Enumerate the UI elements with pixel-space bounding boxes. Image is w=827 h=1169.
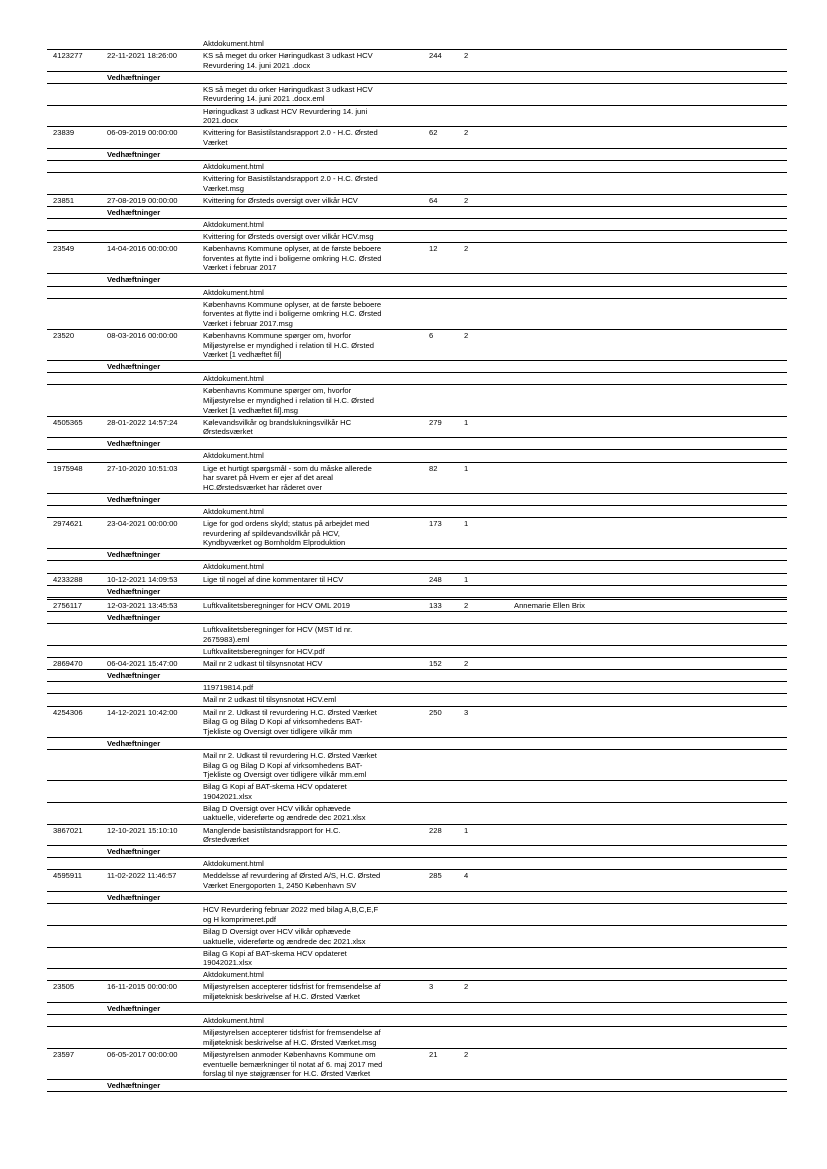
record-attachment-count: 1 <box>464 825 469 835</box>
attachments-label: Vedhæftninger <box>107 550 161 560</box>
empty-cell <box>104 598 203 600</box>
empty-cell <box>47 598 104 600</box>
record-row <box>47 243 787 274</box>
record-date: 06-05-2017 00:00:00 <box>107 1049 178 1059</box>
record-page-count: 133 <box>429 601 442 611</box>
attachment-row <box>47 287 787 299</box>
empty-cell <box>104 803 203 824</box>
record-id: 2974621 <box>53 519 83 529</box>
attachment-row <box>47 969 787 981</box>
attachment-filename <box>203 598 429 600</box>
record-attachment-count: 2 <box>464 330 469 340</box>
attachment-filename: Københavns Kommune oplyser, at de første beboere forventes at flytte ind i boligerne omkring H.C. Ørsted Værket i februar 2017.msg <box>203 299 382 328</box>
record-title: Københavns Kommune spørger om, hvorfor Miljøstyrelse er myndighed i relation til H.C. Ørsted Værket [1 vedhæftet fil] <box>203 330 374 360</box>
empty-cell <box>47 624 104 645</box>
empty-cell <box>104 561 203 572</box>
attachment-filename: Aktdokument.html <box>203 859 264 869</box>
record-page-count: 250 <box>429 707 442 717</box>
record-date: 10-12-2021 14:09:53 <box>107 574 178 584</box>
attachment-row <box>47 1027 787 1049</box>
attachments-label: Vedhæftninger <box>107 149 161 159</box>
record-id: 23597 <box>53 1049 75 1059</box>
record-title: Københavns Kommune oplyser, at de første beboere forventes at flytte ind i boligerne omkring H.C. Ørsted Værket i februar 2017 <box>203 244 382 273</box>
record-page-count: 279 <box>429 417 442 427</box>
attachment-row <box>47 1015 787 1027</box>
record-attachment-count: 4 <box>464 871 469 881</box>
empty-cell <box>104 38 203 49</box>
empty-cell <box>47 450 104 461</box>
attachment-filename: Bilag G Kopi af BAT-skema HCV opdateret 19042021.xlsx <box>203 948 347 968</box>
empty-cell <box>104 1015 203 1026</box>
record-date: 06-09-2019 00:00:00 <box>107 128 178 138</box>
empty-cell <box>47 586 104 597</box>
attachment-filename: Luftkvalitetsberegninger for HCV (MST Id nr. 2675983).eml <box>203 625 353 644</box>
empty-cell <box>104 904 203 925</box>
record-attachment-count: 2 <box>464 195 469 205</box>
attachment-row <box>47 561 787 573</box>
empty-cell <box>104 506 203 517</box>
record-title: Lige til nogel af dine kommentarer til HCV <box>203 574 344 584</box>
empty-cell <box>47 161 104 172</box>
empty-cell <box>104 450 203 461</box>
empty-cell <box>47 846 104 857</box>
empty-cell <box>47 803 104 824</box>
empty-cell <box>47 549 104 560</box>
record-title: Mail nr 2 udkast til tilsynsnotat HCV <box>203 659 323 669</box>
record-attachment-count: 1 <box>464 463 469 473</box>
attachments-label: Vedhæftninger <box>107 1004 161 1014</box>
record-person <box>514 574 787 585</box>
empty-cell <box>104 385 203 415</box>
empty-cell <box>47 682 104 693</box>
attachment-row <box>47 750 787 781</box>
record-id: 4123277 <box>53 51 83 61</box>
attachment-filename: Kvittering for Ørsteds oversigt over vilkår HCV.msg <box>203 232 374 242</box>
empty-cell <box>47 1003 104 1014</box>
attachment-filename: 119719814.pdf <box>203 683 254 693</box>
attachment-row <box>47 299 787 330</box>
record-id: 23520 <box>53 330 75 340</box>
record-attachment-count: 3 <box>464 707 469 717</box>
record-page-count: 285 <box>429 871 442 881</box>
empty-cell <box>47 84 104 105</box>
record-row <box>47 1049 787 1080</box>
attachment-row <box>47 106 787 128</box>
record-person: Annemarie Ellen Brix <box>514 601 585 611</box>
attachment-filename: Bilag D Oversigt over HCV vilkår ophævede uaktuelle, videreførte og ændrede dec 2021.xlsx <box>203 926 366 946</box>
attachments-header-row <box>47 361 787 373</box>
attachments-header-row <box>47 586 787 598</box>
attachments-header-row <box>47 72 787 84</box>
record-row <box>47 707 787 738</box>
empty-cell <box>47 438 104 449</box>
record-date: 14-12-2021 10:42:00 <box>107 707 178 717</box>
record-row <box>47 658 787 670</box>
record-date: 08-03-2016 00:00:00 <box>107 330 178 340</box>
attachment-row <box>47 694 787 706</box>
empty-cell <box>104 750 203 780</box>
attachment-filename: Miljøstyrelsen accepterer tidsfrist for fremsendelse af miljøteknisk beskrivelse af H.C. Ørsted Værket.msg <box>203 1028 381 1047</box>
attachments-header-row <box>47 612 787 624</box>
record-id: 23549 <box>53 244 75 254</box>
attachment-row <box>47 682 787 694</box>
empty-cell <box>104 948 203 969</box>
attachments-label: Vedhæftninger <box>107 1081 161 1091</box>
attachment-filename: Kvittering for Basistilstandsrapport 2.0 - H.C. Ørsted Værket.msg <box>203 174 378 193</box>
record-date: 12-10-2021 15:10:10 <box>107 825 178 835</box>
record-row <box>47 600 787 612</box>
record-person <box>514 417 787 438</box>
record-id: 2756117 <box>53 601 82 611</box>
record-title: Manglende basistilstandsrapport for H.C. Ørstedværket <box>203 825 341 845</box>
attachment-filename: Aktdokument.html <box>203 374 264 384</box>
record-row <box>47 127 787 149</box>
attachment-row <box>47 231 787 243</box>
record-person <box>514 243 787 273</box>
attachment-row <box>47 38 787 50</box>
attachments-label: Vedhæftninger <box>107 586 161 596</box>
record-page-count: 64 <box>429 195 438 205</box>
attachments-header-row <box>47 1080 787 1092</box>
attachments-label: Vedhæftninger <box>107 72 161 82</box>
attachments-header-row <box>47 549 787 561</box>
empty-cell <box>104 287 203 298</box>
record-id: 4254306 <box>53 707 83 717</box>
attachment-filename: Aktdokument.html <box>203 162 264 172</box>
empty-cell <box>104 694 203 705</box>
record-page-count: 6 <box>429 330 434 340</box>
record-date: 22-11-2021 18:26:00 <box>107 51 177 61</box>
attachments-header-row <box>47 438 787 450</box>
record-row <box>47 417 787 439</box>
attachment-row <box>47 373 787 385</box>
record-id: 4233288 <box>53 574 83 584</box>
record-row <box>47 574 787 586</box>
record-id: 4595911 <box>53 871 82 881</box>
attachment-row <box>47 904 787 926</box>
record-row <box>47 330 787 361</box>
record-id: 2869470 <box>53 659 83 669</box>
attachment-row <box>47 219 787 231</box>
attachment-filename: KS så meget du orker Høringudkast 3 udkast HCV Revurdering 14. juni 2021 .docx.eml <box>203 84 373 104</box>
attachments-label: Vedhæftninger <box>107 207 161 217</box>
empty-cell <box>47 149 104 160</box>
record-title: Miljøstyrelsen anmoder Københavns Kommune om eventuelle bemærkninger til notat af 6. maj 2017 med forslag til nye støjgrænser for H.C. Ørsted Værket <box>203 1049 383 1079</box>
record-page-count: 152 <box>429 659 442 669</box>
record-title: Mail nr 2. Udkast til revurdering H.C. Ørsted Værket Bilag G og Bilag D Kopi af virksomhedens BAT- Tjekliste og Oversigt over tidligere vilkår mm <box>203 707 377 736</box>
record-id: 3867021 <box>53 825 83 835</box>
empty-cell <box>47 1027 104 1048</box>
attachments-label: Vedhæftninger <box>107 847 161 857</box>
empty-cell <box>47 231 104 242</box>
attachments-label: Vedhæftninger <box>107 439 161 449</box>
record-title: Kvittering for Ørsteds oversigt over vilkår HCV <box>203 195 358 205</box>
attachment-row <box>47 646 787 658</box>
record-row <box>47 518 787 549</box>
record-title: Kvittering for Basistilstandsrapport 2.0 - H.C. Ørsted Værket <box>203 128 378 147</box>
empty-cell <box>47 926 104 947</box>
attachments-label: Vedhæftninger <box>107 494 161 504</box>
empty-cell <box>104 161 203 172</box>
attachment-row <box>47 173 787 195</box>
record-date: 14-04-2016 00:00:00 <box>107 244 178 254</box>
empty-cell <box>104 106 203 127</box>
attachment-row <box>47 624 787 646</box>
empty-cell <box>47 969 104 980</box>
record-row <box>47 825 787 847</box>
empty-cell <box>47 385 104 415</box>
empty-cell <box>104 231 203 242</box>
record-id: 23839 <box>53 128 75 138</box>
empty-cell <box>104 1027 203 1048</box>
attachments-label: Vedhæftninger <box>107 738 161 748</box>
attachment-row <box>47 161 787 173</box>
attachment-filename: Bilag D Oversigt over HCV vilkår ophævede uaktuelle, videreførte og ændrede dec 2021.xlsx <box>203 803 366 823</box>
record-title: Luftkvalitetsberegninger for HCV OML 2019 <box>203 601 351 611</box>
empty-cell <box>104 646 203 657</box>
empty-cell <box>47 561 104 572</box>
empty-cell <box>47 1015 104 1026</box>
empty-cell <box>47 738 104 749</box>
empty-cell <box>47 72 104 83</box>
empty-cell <box>47 670 104 681</box>
record-title: Miljøstyrelsen accepterer tidsfrist for fremsendelse af miljøteknisk beskrivelse af H.C. Ørsted Værket <box>203 982 381 1001</box>
empty-cell <box>104 682 203 693</box>
record-attachment-count: 2 <box>464 601 469 611</box>
empty-cell <box>104 969 203 980</box>
record-person <box>514 707 787 737</box>
attachment-row <box>47 84 787 106</box>
empty-cell <box>47 750 104 780</box>
record-person <box>514 195 787 206</box>
empty-cell <box>104 173 203 194</box>
attachments-header-row <box>47 846 787 858</box>
empty-cell <box>47 858 104 869</box>
attachment-filename: Høringudkast 3 udkast HCV Revurdering 14. juni 2021.docx <box>203 106 368 126</box>
empty-cell <box>47 892 104 903</box>
record-row <box>47 870 787 892</box>
attachment-filename: Aktdokument.html <box>203 1016 264 1026</box>
empty-cell <box>47 904 104 925</box>
record-page-count: 173 <box>429 519 442 529</box>
attachments-header-row <box>47 1003 787 1015</box>
record-title: KS så meget du orker Høringudkast 3 udkast HCV Revurdering 14. juni 2021 .docx <box>203 51 373 70</box>
record-title: Lige et hurtigt spørgsmål - som du måske allerede har svaret på Hvem er ejer af det areal HC.Ørstedsværket har råderet over <box>203 463 372 492</box>
empty-cell <box>47 1080 104 1091</box>
attachments-header-row <box>47 738 787 750</box>
record-title: Meddelsse af revurdering af Ørsted A/S, H.C. Ørsted Værket Energoporten 1, 2450 København SV <box>203 871 381 891</box>
attachments-label: Vedhæftninger <box>107 893 161 903</box>
record-page-count: 12 <box>429 244 438 254</box>
empty-cell <box>47 287 104 298</box>
attachment-filename: Københavns Kommune spørger om, hvorfor Miljøstyrelse er myndighed i relation til H.C. Ørsted Værket [1 vedhæftet fil].msg <box>203 386 374 415</box>
attachment-row <box>47 926 787 948</box>
record-page-count: 3 <box>429 982 434 992</box>
attachment-filename: Mail nr 2. Udkast til revurdering H.C. Ørsted Værket Bilag G og Bilag D Kopi af virksomhedens BAT- Tjekliste og Oversigt over tidligere vilkår mm.eml <box>203 750 377 780</box>
attachment-filename: Aktdokument.html <box>203 451 264 461</box>
record-row <box>47 195 787 207</box>
record-person <box>514 330 787 360</box>
empty-cell <box>47 38 104 49</box>
record-id: 23851 <box>53 195 75 205</box>
empty-cell <box>47 781 104 802</box>
record-date: 27-10-2020 10:51:03 <box>107 463 178 473</box>
record-row <box>47 981 787 1003</box>
attachment-row <box>47 506 787 518</box>
record-person <box>514 50 787 71</box>
attachment-filename: Luftkvalitetsberegninger for HCV.pdf <box>203 647 325 657</box>
empty-cell <box>104 219 203 230</box>
record-id: 4505365 <box>53 417 83 427</box>
empty-cell <box>104 858 203 869</box>
attachments-header-row <box>47 207 787 219</box>
record-page-count: 82 <box>429 463 438 473</box>
attachment-filename: Mail nr 2 udkast til tilsynsnotat HCV.eml <box>203 695 337 705</box>
empty-cell <box>47 694 104 705</box>
attachment-filename: Aktdokument.html <box>203 970 264 980</box>
record-date: 23-04-2021 00:00:00 <box>107 519 178 529</box>
empty-cell <box>47 948 104 969</box>
empty-cell <box>47 219 104 230</box>
record-attachment-count: 2 <box>464 1049 469 1059</box>
attachment-row <box>47 948 787 970</box>
record-person <box>514 870 787 891</box>
attachments-header-row <box>47 892 787 904</box>
record-page-count: 228 <box>429 825 442 835</box>
record-person <box>514 518 787 548</box>
empty-cell <box>104 373 203 384</box>
attachment-filename: Aktdokument.html <box>203 39 264 48</box>
empty-cell <box>47 373 104 384</box>
empty-cell <box>47 494 104 505</box>
record-date: 27-08-2019 00:00:00 <box>107 195 178 205</box>
attachments-header-row <box>47 670 787 682</box>
record-person <box>514 658 787 669</box>
record-date: 28-01-2022 14:57:24 <box>107 417 178 427</box>
empty-cell <box>104 624 203 645</box>
attachments-label: Vedhæftninger <box>107 362 161 372</box>
attachment-row <box>47 385 787 416</box>
empty-cell <box>47 361 104 372</box>
empty-cell <box>47 506 104 517</box>
record-attachment-count: 2 <box>464 128 469 138</box>
empty-cell <box>47 106 104 127</box>
record-title: Kølevandsvilkår og brandslukningsvilkår HC Ørstedsværket <box>203 417 352 437</box>
record-id: 1975948 <box>53 463 83 473</box>
empty-cell <box>104 84 203 105</box>
attachments-header-row <box>47 149 787 161</box>
record-attachment-count: 2 <box>464 659 469 669</box>
empty-cell <box>104 299 203 329</box>
record-person <box>514 127 787 148</box>
record-attachment-count: 1 <box>464 417 469 427</box>
attachment-filename: Aktdokument.html <box>203 287 264 297</box>
attachment-row <box>47 803 787 825</box>
record-date: 06-04-2021 15:47:00 <box>107 659 178 669</box>
empty-cell <box>47 646 104 657</box>
empty-cell <box>47 612 104 623</box>
attachment-row <box>47 781 787 803</box>
empty-cell <box>47 207 104 218</box>
record-row <box>47 50 787 72</box>
attachment-filename: Aktdokument.html <box>203 562 264 572</box>
attachments-label: Vedhæftninger <box>107 671 161 681</box>
record-title: Lige for god ordens skyld; status på arbejdet med revurdering af spildevandsvilkår på HCV, Kyndbyværket og Bornholdm Elproduktion <box>203 519 370 548</box>
record-person <box>514 981 787 1002</box>
empty-cell <box>47 173 104 194</box>
record-id: 23505 <box>53 982 75 992</box>
attachment-filename: Bilag G Kopi af BAT-skema HCV opdateret 19042021.xlsx <box>203 782 347 801</box>
record-page-count: 248 <box>429 574 442 584</box>
record-attachment-count: 2 <box>464 982 469 992</box>
record-page-count: 21 <box>429 1049 438 1059</box>
record-date: 11-02-2022 11:46:57 <box>107 871 177 881</box>
attachment-row <box>47 450 787 462</box>
record-attachment-count: 2 <box>464 51 469 61</box>
attachment-row <box>47 858 787 870</box>
attachment-filename: Aktdokument.html <box>203 220 264 229</box>
record-date: 16-11-2015 00:00:00 <box>107 982 177 992</box>
record-row <box>47 463 787 494</box>
record-attachment-count: 2 <box>464 244 469 254</box>
attachment-filename: HCV Revurdering februar 2022 med bilag A,B,C,E,F og H komprimeret.pdf <box>203 905 379 924</box>
record-date: 12-03-2021 13:45:53 <box>107 601 178 611</box>
attachments-header-row <box>47 494 787 506</box>
record-attachment-count: 1 <box>464 574 469 584</box>
record-person <box>514 1049 787 1079</box>
empty-cell <box>104 781 203 802</box>
record-person <box>514 825 787 846</box>
record-page-count: 244 <box>429 51 442 61</box>
record-attachment-count: 1 <box>464 519 469 529</box>
empty-cell <box>47 274 104 285</box>
attachment-filename: Aktdokument.html <box>203 506 264 516</box>
attachments-header-row <box>47 274 787 286</box>
empty-cell <box>104 926 203 947</box>
empty-cell <box>47 299 104 329</box>
attachments-label: Vedhæftninger <box>107 275 161 285</box>
document-table <box>47 38 787 1092</box>
attachments-label: Vedhæftninger <box>107 613 161 623</box>
record-page-count: 62 <box>429 128 438 138</box>
record-person <box>514 463 787 493</box>
